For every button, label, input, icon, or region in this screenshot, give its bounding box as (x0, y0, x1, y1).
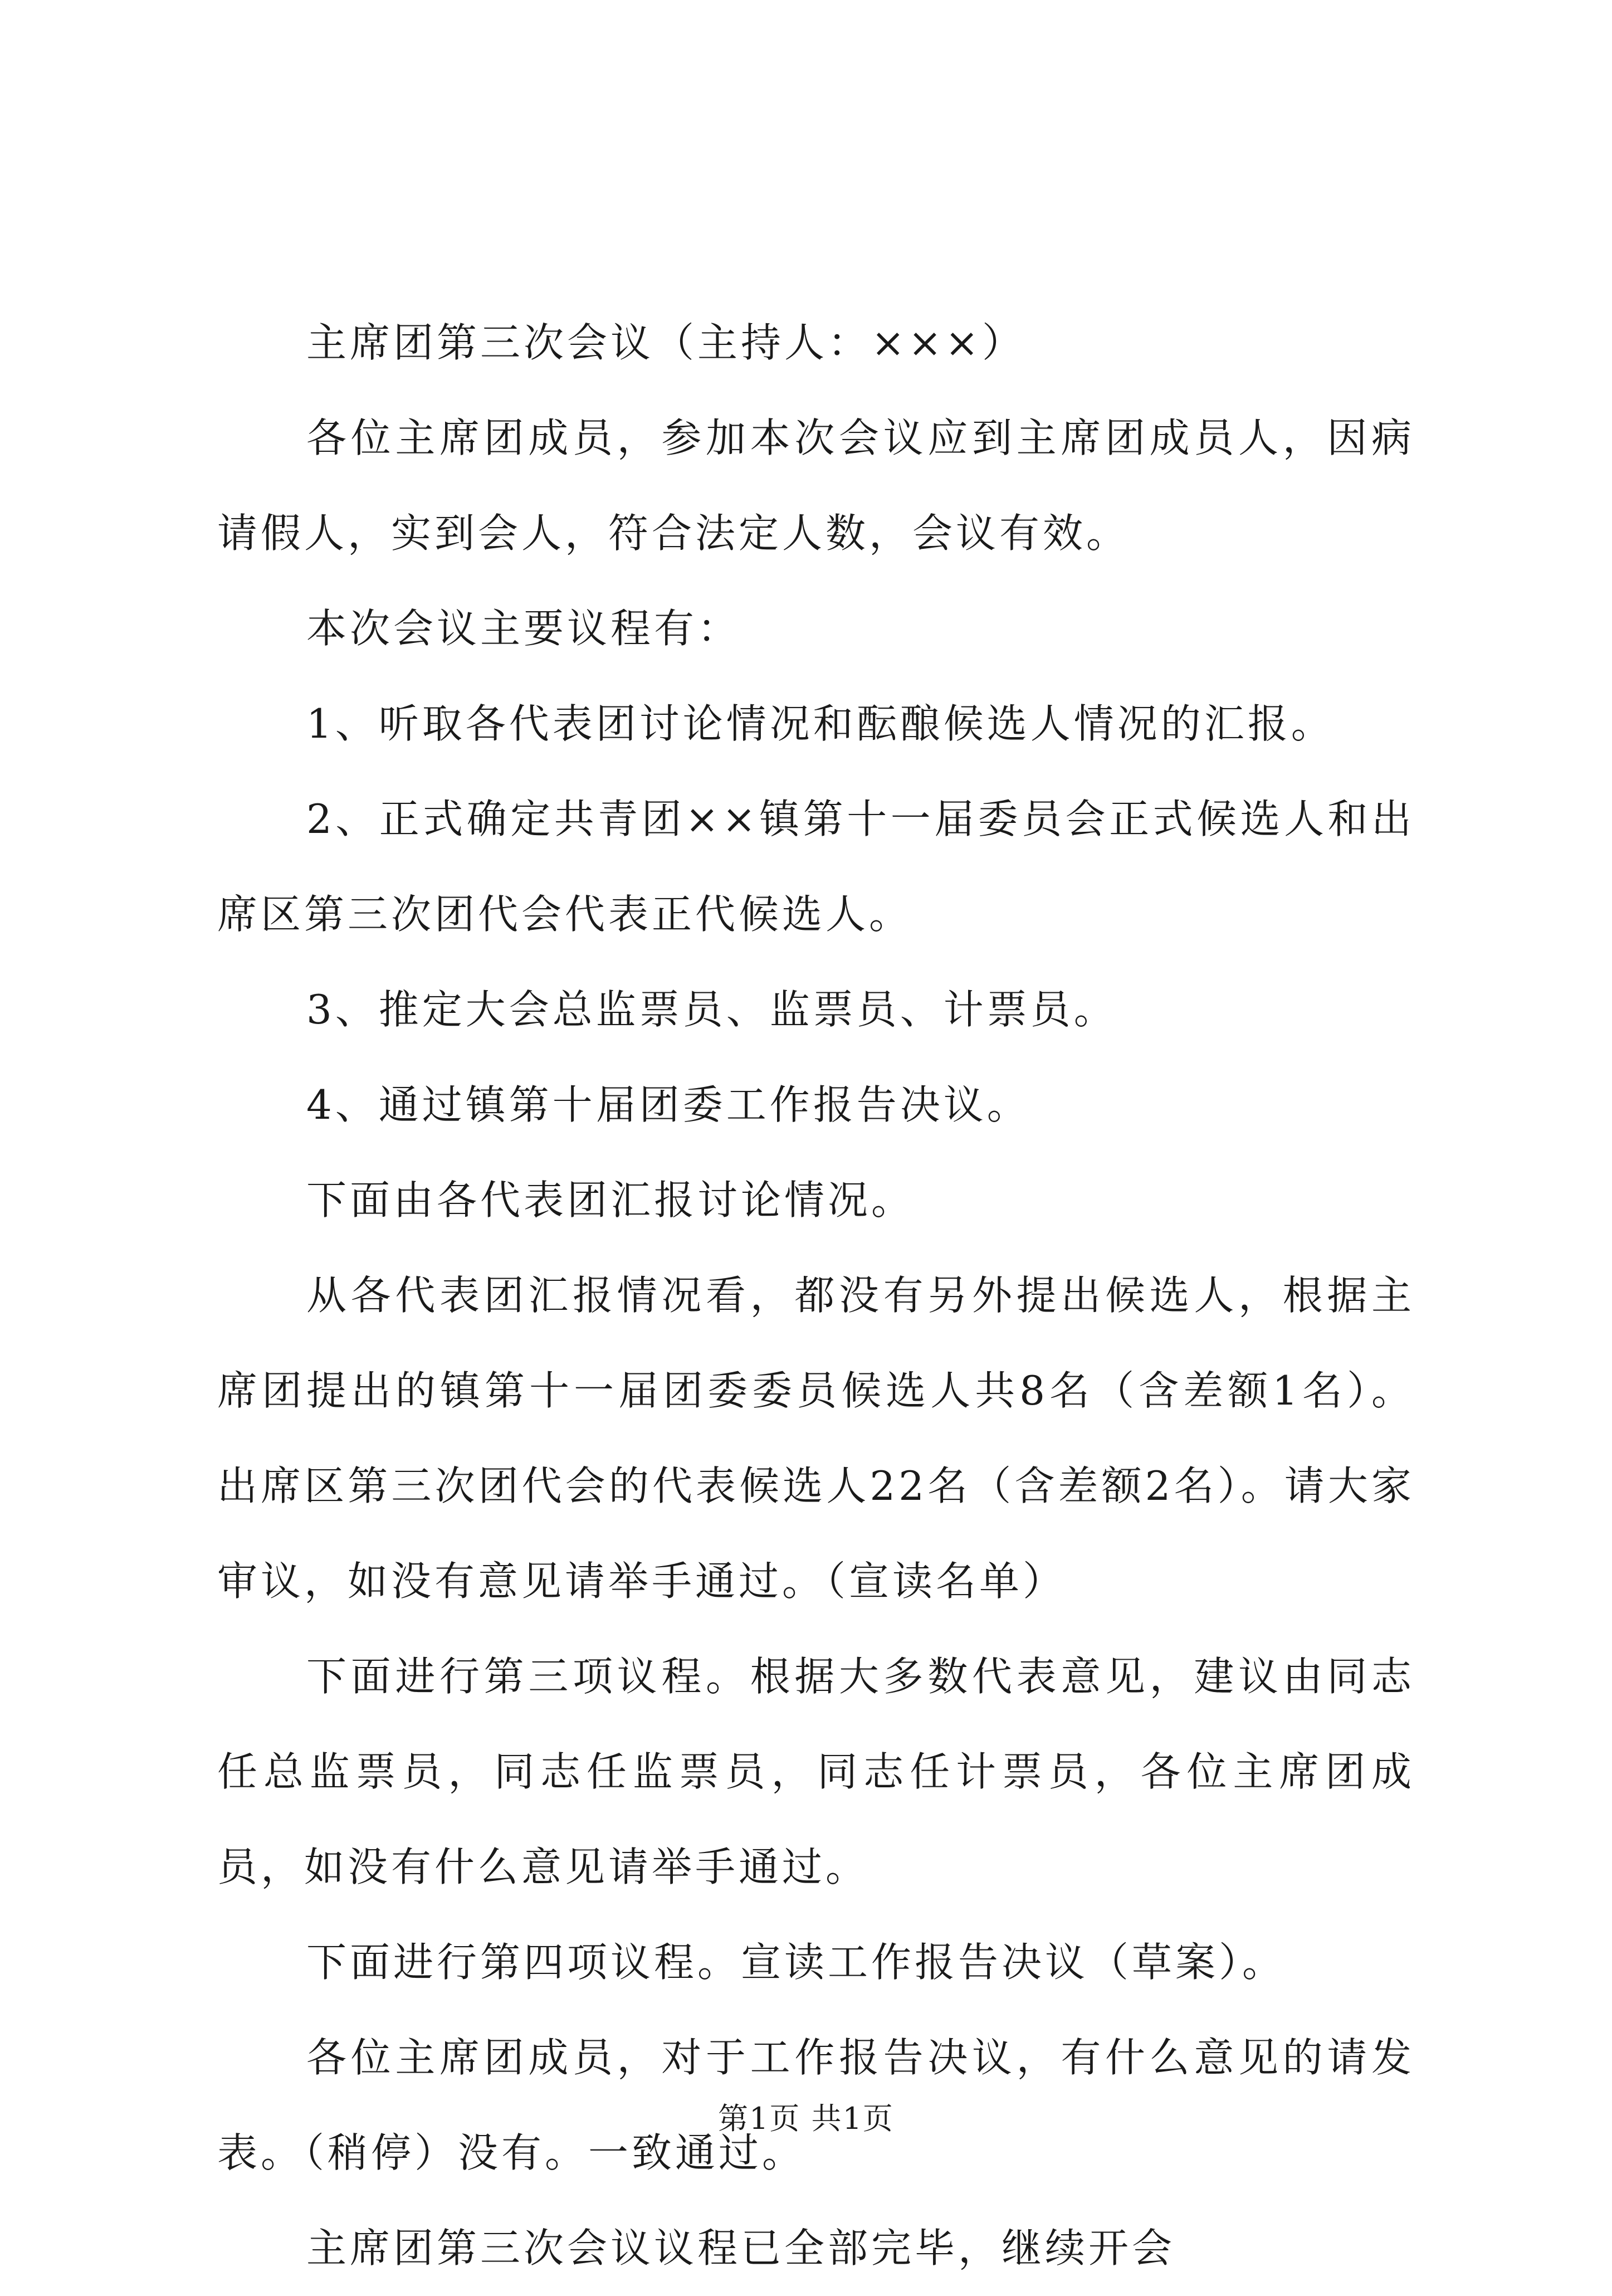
paragraph-agenda-item-2: 2、正式确定共青团××镇第十一届委员会正式候选人和出席区第三次团代会代表正代候选人。 (217, 796, 1415, 938)
paragraph-closing: 主席团第三次会议议程已全部完毕，继续开会 (306, 2225, 1176, 2271)
document-body (217, 295, 1415, 2296)
paragraph-candidate-summary: 从各代表团汇报情况看，都没有另外提出候选人，根据主席团提出的镇第十一届团委委员候选人共8名（含差额1名）。出席区第三次团代会的代表候选人22名（含差额2名）。请大家审议，如没有意见请举手通过。（宣读名单） (217, 1272, 1415, 1605)
paragraph-resolution-vote: 各位主席团成员，对于工作报告决议，有什么意见的请发表。（稍停）没有。一致通过。 (217, 2034, 1415, 2176)
paragraph-fourth-item: 下面进行第四项议程。宣读工作报告决议（草案）。 (306, 1939, 1286, 1986)
paragraph-meeting-title: 主席团第三次会议（主持人：×××） (306, 319, 1025, 366)
page-footer: 第1页 共1页 (718, 2101, 894, 2136)
paragraph-agenda-intro: 本次会议主要议程有： (306, 605, 741, 652)
paragraph-agenda-item-4: 4、通过镇第十届团委工作报告决议。 (306, 1081, 1030, 1128)
paragraph-agenda-item-3: 3、推定大会总监票员、监票员、计票员。 (306, 986, 1117, 1033)
paragraph-report-intro: 下面由各代表团汇报讨论情况。 (306, 1177, 915, 1223)
paragraph-attendance: 各位主席团成员，参加本次会议应到主席团成员人，因病请假人，实到会人，符合法定人数，会议有效。 (217, 415, 1415, 557)
paragraph-third-item: 下面进行第三项议程。根据大多数代表意见，建议由同志任总监票员，同志任监票员，同志任计票员，各位主席团成员，如没有什么意见请举手通过。 (217, 1653, 1415, 1890)
paragraph-agenda-item-1: 1、听取各代表团讨论情况和酝酿候选人情况的汇报。 (306, 700, 1335, 747)
